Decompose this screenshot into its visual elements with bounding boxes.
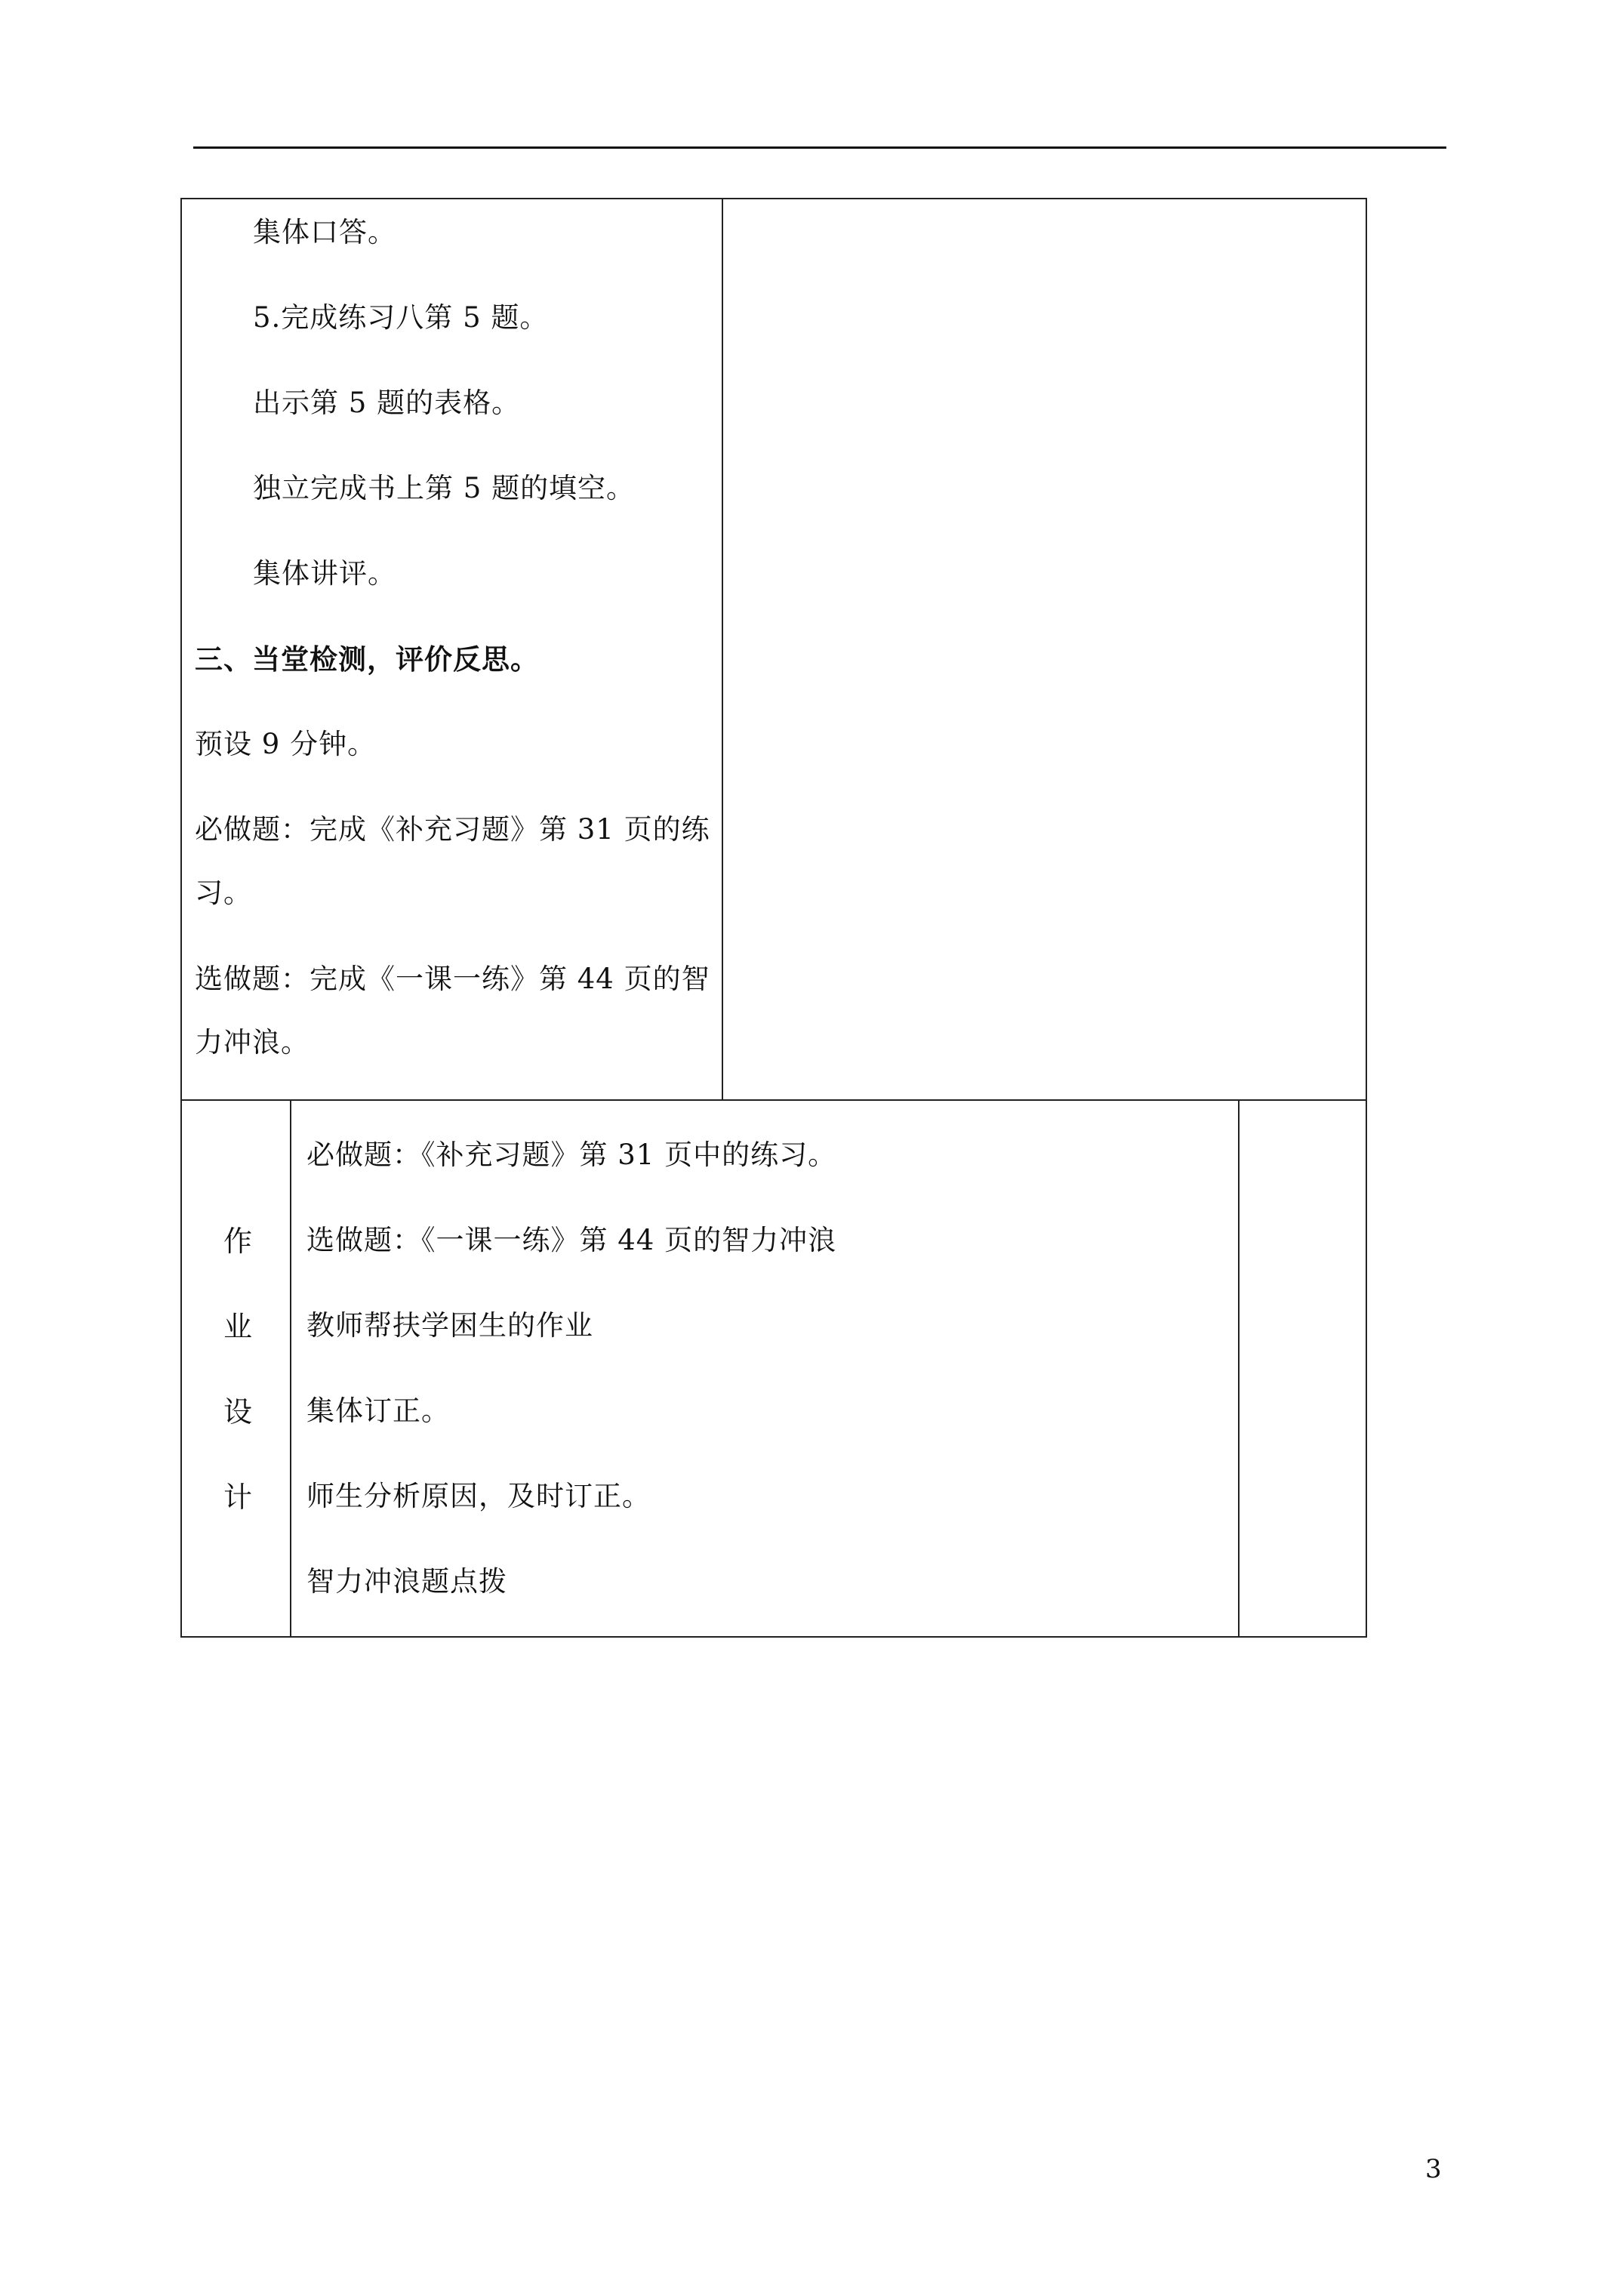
preset-time: 预设 9 分钟。 [195,728,377,760]
homework-required: 必做题：《补充习题》第 31 页中的练习。 [306,1139,837,1171]
required-task-block [195,798,716,925]
optional-task-block [195,948,716,1074]
homework-teacher-help: 教师帮扶学困生的作业 [306,1309,593,1342]
label-char-she: 设 [223,1395,252,1428]
line-show-table: 出示第 5 题的表格。 [253,387,521,419]
table-divider-row [180,1099,1367,1101]
optional-task-text: 选做题：完成《一课一练》第 44 页的智力冲浪。 [195,963,710,1059]
section-heading: 三、当堂检测，评价反思。 [195,643,539,676]
line-exercise-8-q5: 5.完成练习八第 5 题。 [253,301,549,334]
table-divider-upper-middle [722,198,723,1100]
label-char-ji: 计 [223,1481,252,1514]
homework-analysis: 师生分析原因，及时订正。 [306,1480,651,1512]
label-char-zuo: 作 [223,1225,252,1258]
homework-collective-correction: 集体订正。 [306,1395,450,1427]
table-divider-label-column [290,1099,291,1638]
page-number: 3 [1425,2154,1442,2184]
homework-challenge-tips: 智力冲浪题点拨 [306,1565,507,1598]
table-divider-right-column [1238,1099,1240,1638]
line-collective-answer: 集体口答。 [253,216,396,248]
label-char-ye: 业 [223,1310,252,1343]
required-task-text: 必做题：完成《补充习题》第 31 页的练习。 [195,813,710,909]
line-collective-review: 集体讲评。 [253,557,396,590]
header-rule [193,146,1446,149]
homework-optional: 选做题：《一课一练》第 44 页的智力冲浪 [306,1224,837,1256]
line-independent-fill: 独立完成书上第 5 题的填空。 [253,472,636,504]
